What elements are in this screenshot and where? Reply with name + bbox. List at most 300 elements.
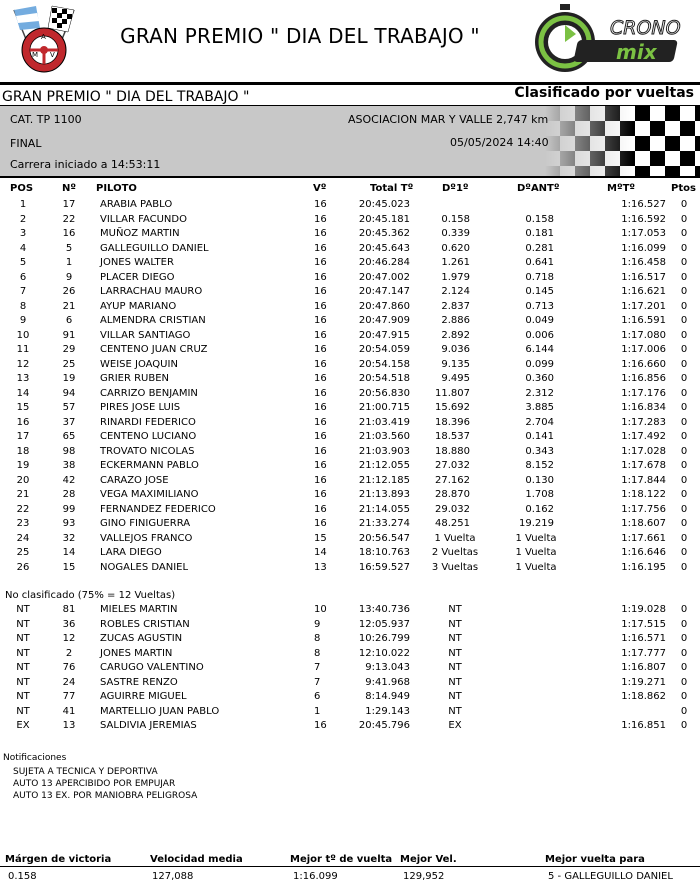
best-speed-value: 129,952 (403, 871, 445, 882)
table-row (0, 330, 700, 345)
cell-position: 14 (16, 387, 30, 399)
logo-letter-m: M (32, 51, 39, 59)
cell-total-time: 16:59.527 (358, 561, 410, 573)
cell-gap-first: EX (448, 720, 462, 731)
cell-total-time: 9:13.043 (365, 662, 410, 673)
classification-type: Clasificado por vueltas (514, 85, 694, 101)
col-pilot: PILOTO (96, 183, 137, 194)
cell-best-lap: 1:16.458 (621, 257, 666, 268)
logo-crono-text: CRONO (610, 17, 681, 39)
cell-gap-first: NT (448, 676, 462, 688)
victory-margin-value: 0.158 (8, 871, 37, 882)
cell-position: NT (16, 604, 30, 615)
cell-laps: 16 (314, 213, 327, 225)
cell-best-lap: 1:17.492 (621, 431, 666, 442)
cell-total-time: 20:56.547 (358, 532, 410, 544)
best-lap-for-value: 5 - GALLEGUILLO DANIEL (548, 871, 673, 882)
cell-total-time: 20:54.518 (358, 373, 410, 384)
cell-car-number: 1 (65, 257, 73, 268)
cell-position: 22 (16, 503, 30, 515)
cell-total-time: 20:54.158 (358, 358, 410, 370)
cell-laps: 8 (314, 647, 321, 659)
cell-total-time: 8:14.949 (365, 691, 410, 702)
cell-pilot-name: JONES WALTER (100, 257, 174, 268)
cell-gap-prev: 0.049 (525, 315, 554, 326)
table-row (0, 648, 700, 663)
cell-points: 0 (680, 460, 688, 471)
cell-pilot-name: SALDIVIA JEREMIAS (100, 720, 197, 731)
table-row (0, 446, 700, 461)
cell-total-time: 18:10.763 (358, 547, 410, 558)
cell-gap-prev: 0.181 (525, 228, 554, 239)
cell-gap-first: 0.339 (441, 228, 470, 239)
cell-total-time: 20:45.023 (358, 199, 410, 210)
cell-pilot-name: SASTRE RENZO (100, 676, 178, 688)
cell-best-lap: 1:18.862 (621, 691, 666, 702)
table-row (0, 301, 700, 316)
cell-laps: 16 (314, 199, 327, 210)
cell-car-number: 76 (62, 662, 76, 673)
cell-car-number: 12 (62, 633, 76, 644)
table-row (0, 547, 700, 562)
cell-points: 0 (680, 286, 688, 297)
cell-car-number: 99 (62, 503, 76, 515)
cell-pilot-name: MIELES MARTIN (100, 604, 178, 615)
cell-position: 7 (19, 286, 27, 297)
table-row (0, 373, 700, 388)
cell-laps: 16 (314, 286, 327, 297)
cell-position: 21 (16, 489, 30, 500)
cell-gap-prev: 6.144 (525, 344, 554, 355)
cell-laps: 16 (314, 460, 327, 471)
cell-gap-first: NT (448, 604, 462, 615)
cell-car-number: 6 (65, 315, 73, 326)
cell-pilot-name: CARRIZO BENJAMIN (100, 387, 198, 399)
cell-laps: 16 (314, 474, 327, 486)
cell-points: 0 (680, 358, 688, 370)
table-row (0, 272, 700, 287)
notifications-title: Notificaciones (3, 753, 67, 763)
cell-gap-first: 18.880 (435, 445, 470, 457)
cell-points: 0 (680, 691, 688, 702)
cell-gap-first: 18.396 (435, 416, 470, 428)
cell-best-lap: 1:17.028 (621, 445, 666, 457)
col-pos: POS (10, 183, 34, 194)
cell-laps: 16 (314, 416, 327, 428)
cell-pilot-name: ECKERMANN PABLO (100, 460, 199, 471)
cell-position: 20 (16, 474, 30, 486)
notification-item: AUTO 13 APERCIBIDO POR EMPUJAR (13, 779, 176, 789)
cell-gap-first: 9.135 (441, 358, 470, 370)
cell-best-lap: 1:17.201 (621, 300, 666, 312)
cell-car-number: 32 (62, 532, 76, 544)
cell-car-number: 9 (65, 271, 73, 283)
cell-position: 24 (16, 532, 30, 544)
cell-laps: 16 (314, 315, 327, 326)
table-row (0, 662, 700, 677)
cell-total-time: 20:46.284 (358, 257, 410, 268)
cell-points: 0 (680, 431, 688, 442)
table-row (0, 604, 700, 619)
cell-laps: 13 (314, 561, 327, 573)
cell-pilot-name: CENTENO JUAN CRUZ (100, 344, 208, 355)
cell-gap-prev: 0.130 (525, 474, 554, 486)
cell-gap-first: NT (448, 633, 462, 644)
cell-gap-prev: 1 Vuelta (515, 561, 557, 573)
cell-points: 0 (680, 720, 688, 731)
cell-best-lap: 1:17.756 (621, 503, 666, 515)
race-start-time: Carrera iniciado a 14:53:11 (10, 158, 161, 171)
cell-position: 4 (19, 242, 27, 254)
cell-gap-first: NT (448, 691, 462, 702)
cell-gap-prev: 0.343 (525, 445, 554, 457)
cell-total-time: 21:00.715 (358, 402, 410, 413)
table-row (0, 533, 700, 548)
cell-gap-prev: 0.281 (525, 242, 554, 254)
cell-car-number: 94 (62, 387, 76, 399)
cell-laps: 16 (314, 271, 327, 283)
cell-gap-first: NT (448, 662, 462, 673)
cell-pilot-name: MARTELLIO JUAN PABLO (100, 705, 220, 717)
cell-car-number: 41 (62, 705, 76, 717)
cell-total-time: 20:45.796 (358, 720, 410, 731)
cell-position: 11 (16, 344, 30, 355)
cell-position: 6 (19, 271, 27, 283)
cell-gap-first: 27.032 (435, 460, 470, 471)
main-title: GRAN PREMIO " DIA DEL TRABAJO " (120, 24, 480, 48)
cell-laps: 16 (314, 300, 327, 312)
cell-car-number: 28 (62, 489, 76, 500)
table-row (0, 243, 700, 258)
cell-gap-first: 2 Vueltas (431, 547, 479, 558)
cell-gap-first: 11.807 (435, 387, 470, 399)
cell-best-lap: 1:16.517 (621, 271, 666, 283)
cell-best-lap: 1:16.621 (621, 286, 666, 297)
table-row (0, 691, 700, 706)
cell-pilot-name: JONES MARTIN (100, 647, 173, 659)
cell-gap-first: NT (448, 647, 462, 659)
cell-laps: 16 (314, 503, 327, 515)
table-row (0, 417, 700, 432)
cell-gap-prev: 0.141 (525, 431, 554, 442)
cell-car-number: 29 (62, 344, 76, 355)
cell-laps: 10 (314, 604, 327, 615)
table-row (0, 199, 700, 214)
cell-laps: 16 (314, 489, 327, 500)
cell-car-number: 81 (62, 604, 76, 615)
cell-gap-first: 29.032 (435, 503, 470, 515)
cell-pilot-name: NOGALES DANIEL (100, 561, 189, 573)
cell-total-time: 21:03.903 (358, 445, 410, 457)
cell-position: NT (16, 705, 30, 717)
cell-points: 0 (680, 561, 688, 573)
cell-best-lap: 1:17.283 (621, 416, 666, 428)
cell-points: 0 (680, 503, 688, 515)
cell-pilot-name: VILLAR FACUNDO (100, 213, 187, 225)
cell-pilot-name: WEISE JOAQUIN (100, 358, 178, 370)
cell-points: 0 (680, 604, 688, 615)
cell-pilot-name: GINO FINIGUERRA (100, 518, 191, 529)
table-row (0, 633, 700, 648)
col-laps: Vº (313, 183, 327, 194)
cell-laps: 16 (314, 329, 327, 341)
cell-points: 0 (680, 228, 688, 239)
cell-gap-prev: 0.713 (525, 300, 554, 312)
cell-gap-first: 28.870 (435, 489, 470, 500)
cell-total-time: 20:45.362 (358, 228, 410, 239)
table-row (0, 344, 700, 359)
cell-total-time: 20:47.909 (358, 315, 410, 326)
cell-best-lap: 1:16.571 (621, 633, 666, 644)
table-row (0, 286, 700, 301)
cell-gap-first: 48.251 (435, 518, 470, 529)
cell-gap-prev: 0.099 (525, 358, 554, 370)
cell-points: 0 (680, 618, 688, 630)
table-row (0, 518, 700, 533)
cell-gap-prev: 2.704 (525, 416, 554, 428)
cell-car-number: 36 (62, 618, 76, 630)
checkered-pattern (545, 106, 700, 176)
cell-total-time: 21:12.055 (358, 460, 410, 471)
cell-total-time: 20:47.860 (358, 300, 410, 312)
cell-gap-prev: 1 Vuelta (515, 547, 557, 558)
cell-total-time: 21:14.055 (358, 503, 410, 515)
cell-best-lap: 1:17.678 (621, 460, 666, 471)
cell-pilot-name: LARRACHAU MAURO (100, 286, 203, 297)
cell-total-time: 20:45.643 (358, 242, 410, 254)
cell-gap-first: 3 Vueltas (431, 561, 479, 573)
col-total: Total Tº (370, 183, 414, 194)
cell-laps: 16 (314, 242, 327, 254)
cell-points: 0 (680, 402, 688, 413)
cell-best-lap: 1:16.660 (621, 358, 666, 370)
cell-laps: 16 (314, 373, 327, 384)
cell-pilot-name: VILLAR SANTIAGO (100, 329, 191, 341)
cell-laps: 15 (314, 532, 327, 544)
cell-laps: 16 (314, 344, 327, 355)
cell-car-number: 42 (62, 474, 76, 486)
cell-car-number: 25 (62, 358, 76, 370)
cell-points: 0 (680, 213, 688, 225)
info-divider (0, 176, 700, 178)
cell-pilot-name: CARUGO VALENTINO (100, 662, 204, 673)
cell-car-number: 2 (65, 647, 73, 659)
cell-car-number: 17 (62, 199, 76, 210)
table-row (0, 257, 700, 272)
cell-gap-first: 18.537 (435, 431, 470, 442)
cell-gap-first: 0.158 (441, 213, 470, 225)
cell-car-number: 15 (62, 561, 76, 573)
cell-laps: 16 (314, 431, 327, 442)
cell-total-time: 9:41.968 (365, 676, 410, 688)
cell-gap-prev: 8.152 (525, 460, 554, 471)
cell-laps: 16 (314, 228, 327, 239)
cell-points: 0 (680, 547, 688, 558)
race-datetime: 05/05/2024 14:40 (450, 136, 549, 149)
cell-best-lap: 1:18.122 (621, 489, 666, 500)
cell-best-lap: 1:18.607 (621, 518, 666, 529)
logo-mix-text: mix (616, 40, 657, 64)
col-gap-first: Dº1º (442, 183, 469, 194)
cell-gap-first: NT (448, 705, 462, 717)
cell-points: 0 (680, 489, 688, 500)
cell-position: 18 (16, 445, 30, 457)
cell-best-lap: 1:16.834 (621, 402, 666, 413)
table-row (0, 431, 700, 446)
cell-position: 8 (19, 300, 27, 312)
cell-points: 0 (680, 416, 688, 428)
cell-pilot-name: MUÑOZ MARTIN (100, 228, 180, 239)
table-row (0, 388, 700, 403)
cell-laps: 6 (314, 691, 321, 702)
cell-gap-prev: 0.158 (525, 213, 554, 225)
cell-total-time: 13:40.736 (358, 604, 410, 615)
cell-best-lap: 1:17.080 (621, 329, 666, 341)
cell-gap-prev: 0.641 (525, 257, 554, 268)
cell-best-lap: 1:16.099 (621, 242, 666, 254)
cell-gap-first: 27.162 (435, 474, 470, 486)
cell-points: 0 (680, 387, 688, 399)
cell-points: 0 (680, 532, 688, 544)
cell-gap-first: NT (448, 618, 462, 630)
cell-car-number: 19 (62, 373, 76, 384)
cell-gap-first: 1.261 (441, 257, 470, 268)
table-row (0, 504, 700, 519)
cell-best-lap: 1:17.777 (621, 647, 666, 659)
cell-position: 15 (16, 402, 30, 413)
cell-gap-first: 9.036 (441, 344, 470, 355)
table-row (0, 228, 700, 243)
notification-item: SUJETA A TECNICA Y DEPORTIVA (13, 767, 158, 777)
cell-best-lap: 1:16.807 (621, 662, 666, 673)
cell-points: 0 (680, 271, 688, 283)
cell-points: 0 (680, 257, 688, 268)
cell-pilot-name: CARAZO JOSE (100, 474, 169, 486)
cell-pilot-name: AYUP MARIANO (100, 300, 177, 312)
cell-car-number: 24 (62, 676, 76, 688)
cell-pilot-name: VALLEJOS FRANCO (100, 532, 193, 544)
cell-pilot-name: ZUCAS AGUSTIN (100, 633, 183, 644)
cell-position: 19 (16, 460, 30, 471)
cell-pilot-name: PIRES JOSE LUIS (100, 402, 181, 413)
cell-total-time: 21:03.560 (358, 431, 410, 442)
cell-car-number: 22 (62, 213, 76, 225)
cell-points: 0 (680, 445, 688, 457)
cell-position: 9 (19, 315, 27, 326)
table-row (0, 359, 700, 374)
table-row (0, 460, 700, 475)
event-title: GRAN PREMIO " DIA DEL TRABAJO " (2, 89, 250, 105)
cell-gap-prev: 1.708 (525, 489, 554, 500)
cell-gap-prev: 0.360 (525, 373, 554, 384)
cell-gap-first: 2.892 (441, 329, 470, 341)
cell-points: 0 (680, 474, 688, 486)
cell-best-lap: 1:19.028 (621, 604, 666, 615)
cell-gap-first: 9.495 (441, 373, 470, 384)
cell-laps: 16 (314, 387, 327, 399)
logo-letter-a: A (41, 33, 46, 41)
table-row (0, 677, 700, 692)
cell-total-time: 20:47.002 (358, 271, 410, 283)
cell-position: 13 (16, 373, 30, 384)
cell-car-number: 91 (62, 329, 76, 341)
cell-pilot-name: ALMENDRA CRISTIAN (100, 315, 206, 326)
col-best-lap: MºTº (607, 183, 636, 194)
cell-pilot-name: FERNANDEZ FEDERICO (100, 503, 216, 515)
cell-position: 5 (19, 257, 27, 268)
cell-position: EX (16, 720, 30, 731)
cell-laps: 16 (314, 257, 327, 268)
avg-speed-value: 127,088 (152, 871, 194, 882)
cell-total-time: 1:29.143 (365, 705, 410, 717)
cell-position: 23 (16, 518, 30, 529)
cell-car-number: 65 (62, 431, 76, 442)
cell-position: 25 (16, 547, 30, 558)
cell-best-lap: 1:16.856 (621, 373, 666, 384)
cell-laps: 14 (314, 547, 327, 558)
cell-gap-first: 1 Vuelta (434, 532, 476, 544)
cell-pilot-name: TROVATO NICOLAS (100, 445, 195, 457)
cell-position: 2 (19, 213, 27, 225)
cronomix-logo (530, 2, 690, 74)
cell-pilot-name: GALLEGUILLO DANIEL (100, 242, 209, 254)
cell-laps: 9 (314, 618, 321, 630)
cell-gap-prev: 0.718 (525, 271, 554, 283)
cell-laps: 16 (314, 518, 327, 529)
cell-total-time: 12:05.937 (358, 618, 410, 630)
cell-pilot-name: GRIER RUBEN (100, 373, 170, 384)
cell-laps: 16 (314, 445, 327, 457)
cell-best-lap: 1:17.053 (621, 228, 666, 239)
cell-total-time: 21:33.274 (358, 518, 410, 529)
race-info-band (0, 106, 700, 176)
table-row (0, 214, 700, 229)
footer-divider (0, 866, 700, 867)
cell-gap-prev: 2.312 (525, 387, 554, 399)
logo-letter-v: V (50, 51, 55, 59)
best-lap-time-label: Mejor tº de vuelta (290, 854, 393, 865)
cell-gap-first: 2.886 (441, 315, 470, 326)
cell-position: 16 (16, 416, 30, 428)
cell-points: 0 (680, 705, 688, 717)
cell-points: 0 (680, 329, 688, 341)
best-lap-for-label: Mejor vuelta para (545, 854, 645, 865)
not-classified-label: No clasificado (75% = 12 Vueltas) (5, 590, 176, 601)
col-points: Ptos (671, 183, 696, 194)
session-name: FINAL (10, 137, 42, 150)
cell-gap-prev: 19.219 (519, 518, 554, 529)
cell-pilot-name: PLACER DIEGO (100, 271, 175, 283)
cell-position: NT (16, 662, 30, 673)
cell-points: 0 (680, 676, 688, 688)
cell-laps: 16 (314, 358, 327, 370)
cell-gap-prev: 0.006 (525, 329, 554, 341)
table-row (0, 402, 700, 417)
cell-laps: 8 (314, 633, 321, 644)
cell-position: NT (16, 647, 30, 659)
cell-pilot-name: ARABIA PABLO (100, 199, 173, 210)
cell-position: NT (16, 618, 30, 630)
cell-points: 0 (680, 633, 688, 644)
cell-best-lap: 1:16.195 (621, 561, 666, 573)
table-row (0, 562, 700, 577)
cell-points: 0 (680, 300, 688, 312)
cell-total-time: 21:13.893 (358, 489, 410, 500)
cell-car-number: 98 (62, 445, 76, 457)
cell-total-time: 20:47.147 (358, 286, 410, 297)
cell-best-lap: 1:17.176 (621, 387, 666, 399)
cell-laps: 7 (314, 676, 321, 688)
